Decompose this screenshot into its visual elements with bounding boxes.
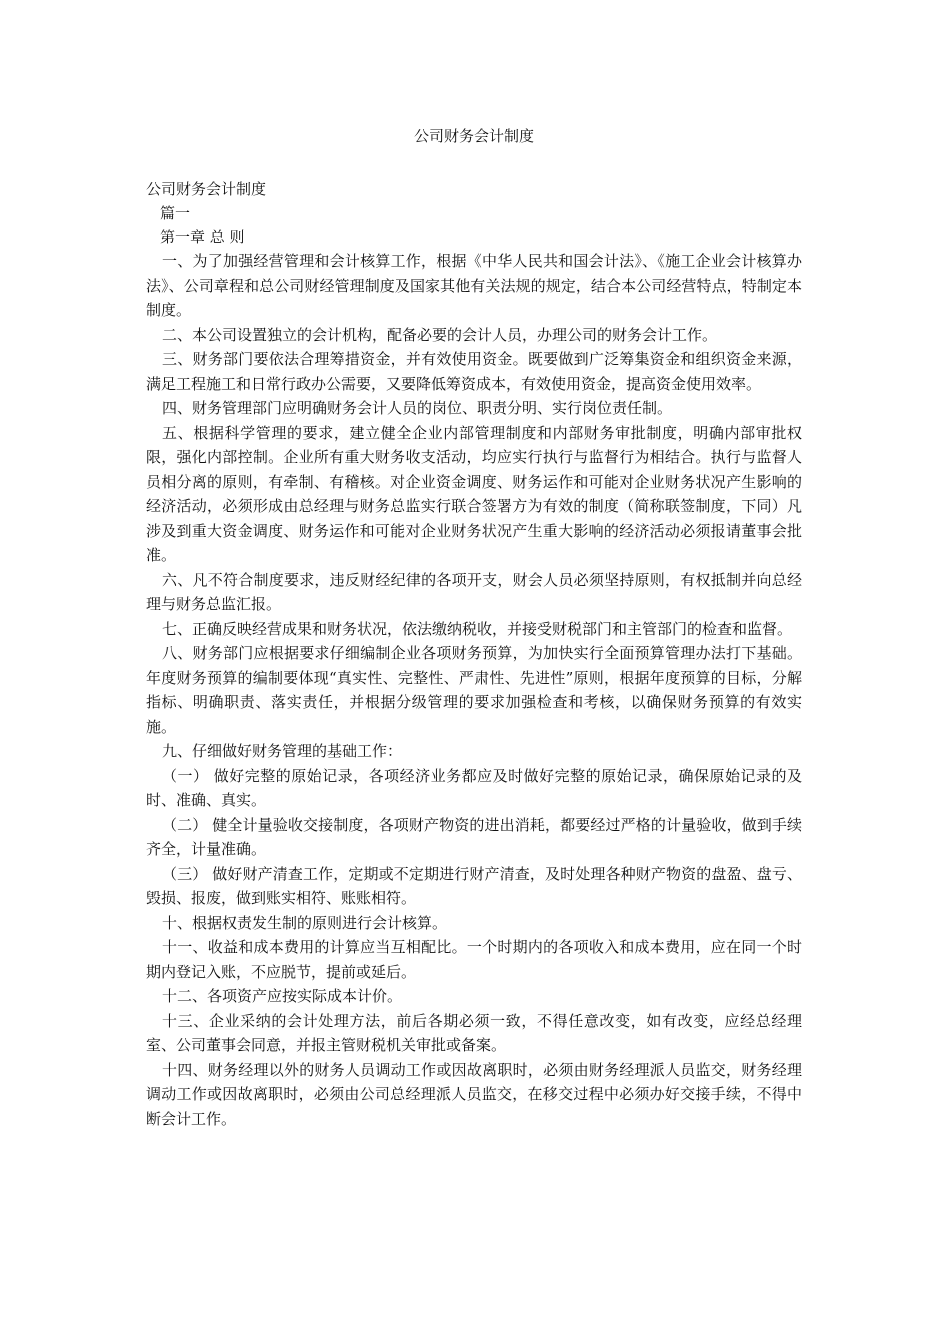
paragraph: 二、本公司设置独立的会计机构，配备必要的会计人员，办理公司的财务会计工作。 (162, 325, 718, 344)
paragraph: 三、财务部门要依法合理筹措资金，并有效使用资金。既要做到广泛筹集资金和组织资金来源，满足工程施工和日常行政办公需要，又要降低筹资成本，有效使用资金，提高资金使用效率。 (146, 350, 802, 393)
part-label: 篇一 (160, 204, 191, 222)
paragraph: 十二、各项资产应按实际成本计价。 (162, 987, 403, 1005)
paragraph: 十、根据权责发生制的原则进行会计核算。 (162, 913, 448, 932)
paragraph: 七、正确反映经营成果和财务状况，依法缴纳税收，并接受财税部门和主管部门的检查和监督。 (162, 619, 793, 638)
paragraph: 十三、企业采纳的会计处理方法，前后各期必须一致，不得任意改变，如有改变，应经总经理室、公司董事会同意，并报主管财税机关审批或备案。 (146, 1011, 802, 1054)
paragraph: 一、为了加强经营管理和会计核算工作，根据《中华人民共和国会计法》、《施工企业会计核算办法》、公司章程和总公司财经管理制度及国家其他有关法规的规定，结合本公司经营特点，特制定本制度。 (146, 252, 802, 319)
paragraph: 十一、收益和成本费用的计算应当互相配比。一个时期内的各项收入和成本费用，应在同一个时期内登记入账，不应脱节，提前或延后。 (146, 938, 802, 981)
paragraph: 六、凡不符合制度要求，违反财经纪律的各项开支，财会人员必须坚持原则，有权抵制并向总经理与财务总监汇报。 (146, 570, 802, 613)
chapter-heading: 第一章 总 则 (160, 228, 245, 246)
paragraph: 九、仔细做好财务管理的基础工作： (162, 742, 403, 760)
paragraph: 四、财务管理部门应明确财务会计人员的岗位、职责分明、实行岗位责任制。 (162, 399, 673, 417)
paragraph: （二） 健全计量验收交接制度，各项财产物资的进出消耗，都要经过严格的计量验收，做到手续齐全，计量准确。 (146, 815, 802, 858)
paragraph: 十四、财务经理以外的财务人员调动工作或因故离职时，必须由财务经理派人员监交，财务经理调动工作或因故离职时，必须由公司总经理派人员监交，在移交过程中必须办好交接手续，不得中断会计工作。 (146, 1060, 802, 1128)
paragraph: 五、根据科学管理的要求，建立健全企业内部管理制度和内部财务审批制度，明确内部审批权限，强化内部控制。企业所有重大财务收支活动，均应实行执行与监督行为相结合。执行与监督人员相分离的原则，有牵制、有稽核。对企业资金调度、财务运作和可能对企业财务状况产生影响的经济活动，必须形成由总经理与财务总监实行联合签署方为有效的制度（简称联签制度，下同）凡涉及到重大资金调度、财务运作和可能对企业财务状况产生重大影响的经济活动必须报请董事会批准。 (146, 423, 802, 564)
document-title: 公司财务会计制度 (413, 127, 534, 145)
paragraph: （一） 做好完整的原始记录，各项经济业务都应及时做好完整的原始记录，确保原始记录的及时、准确、真实。 (146, 766, 802, 809)
paragraph: 八、财务部门应根据要求仔细编制企业各项财务预算，为加快实行全面预算管理办法打下基础。年度财务预算的编制要体现“真实性、完整性、严肃性、先进性”原则，根据年度预算的目标，分解指标、明确职责、落实责任，并根据分级管理的要求加强检查和考核，以确保财务预算的有效实施。 (146, 644, 802, 736)
document-subtitle: 公司财务会计制度 (146, 180, 267, 198)
paragraph: （三） 做好财产清查工作，定期或不定期进行财产清查，及时处理各种财产物资的盘盈、盘亏、毁损、报废，做到账实相符、账账相符。 (146, 864, 802, 907)
